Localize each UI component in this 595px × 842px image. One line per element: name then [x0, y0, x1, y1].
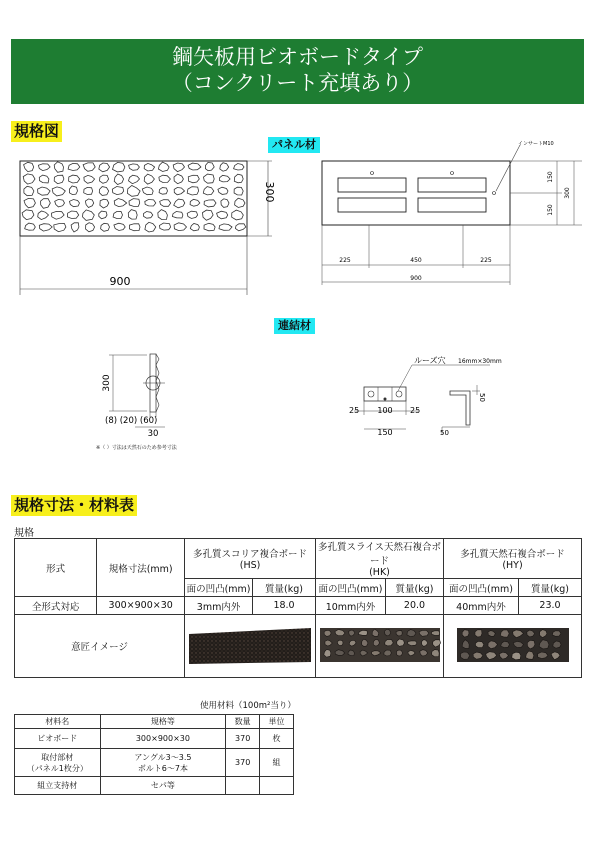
stone: [159, 188, 167, 195]
header-group-hy: 多孔質天然石複合ボード (HY): [443, 539, 581, 579]
stone: [114, 174, 123, 185]
connector-thickness-dims: (8) (20) (60): [105, 416, 158, 426]
stone-pattern: [22, 162, 246, 232]
image-row-label: 意匠イメージ: [15, 615, 185, 678]
stone-panel-drawing: [10, 150, 310, 300]
stone: [204, 200, 216, 207]
stone: [160, 223, 171, 230]
mat-row3-name: 組立支持材: [15, 777, 101, 795]
stone: [144, 212, 153, 219]
dim-25-right: 25: [410, 406, 421, 415]
stone: [234, 187, 243, 195]
stone: [204, 174, 215, 183]
stone: [127, 186, 140, 197]
stone: [145, 200, 156, 207]
stone: [86, 223, 95, 232]
stone: [54, 175, 64, 184]
mass-hk: 20.0: [386, 597, 444, 615]
stone: [188, 175, 199, 183]
mat-header-spec: 規格等: [100, 715, 226, 729]
panel-width-label: 900: [109, 275, 131, 288]
stone: [158, 162, 169, 171]
stone: [553, 630, 562, 636]
stone: [69, 186, 77, 195]
image-cell-hy: [443, 615, 581, 678]
stone: [475, 629, 482, 636]
stone: [24, 198, 35, 207]
stone: [38, 211, 49, 220]
mat-header-qty: 数量: [226, 715, 260, 729]
stone: [407, 640, 416, 645]
sub-relief-hy: 面の凹凸(mm): [443, 579, 518, 597]
header-size: 規格寸法(mm): [97, 539, 185, 597]
stone: [112, 187, 123, 195]
stone: [41, 199, 51, 209]
mat-row1-unit: 枚: [260, 729, 294, 749]
connector-note: ※（ ）寸法は天然石のため参考寸法: [96, 445, 177, 451]
stone: [25, 223, 36, 230]
title-banner: [11, 39, 584, 104]
stone: [113, 162, 125, 172]
mat-row1-qty: 370: [226, 729, 260, 749]
stone: [144, 174, 154, 184]
stone: [203, 187, 214, 195]
row-label: 全形式対応: [15, 597, 97, 615]
stone: [54, 223, 66, 231]
header-form: 形式: [15, 539, 97, 597]
stone: [219, 175, 230, 182]
stone: [174, 199, 185, 208]
hk-sliced-stone-board-image: [318, 624, 442, 666]
sub-relief-hs: 面の凹凸(mm): [185, 579, 253, 597]
stone: [463, 629, 470, 636]
stone: [83, 210, 95, 221]
stone: [54, 162, 63, 173]
panel-tech-drawing: [312, 140, 595, 290]
mass-hy: 23.0: [518, 597, 581, 615]
image-cell-hk: [316, 615, 444, 678]
stone: [232, 210, 244, 220]
stone: [187, 211, 197, 218]
stone: [129, 224, 140, 231]
stone: [160, 200, 171, 207]
dim-50-top: 50: [478, 393, 486, 402]
mat-row3-spec: セパ等: [100, 777, 226, 795]
mat-row1-spec: 300×900×30: [100, 729, 226, 749]
connector-angle-drawing: [340, 355, 530, 440]
header-group-hk: 多孔質スライス天然石複合ボード (HK): [316, 539, 444, 579]
stone: [38, 187, 51, 195]
stone: [129, 175, 140, 184]
stone: [67, 211, 78, 219]
dim-100: 100: [377, 406, 393, 415]
stone: [174, 188, 184, 195]
stone: [396, 639, 404, 646]
stone: [145, 222, 156, 232]
stone: [71, 223, 79, 232]
stone: [99, 187, 108, 196]
spec-table-caption: 規格: [14, 528, 34, 539]
stone: [221, 199, 229, 208]
section-dimensions-materials: 規格寸法・材料表: [11, 495, 137, 516]
dim-h1: 150: [547, 171, 554, 183]
stone: [172, 212, 183, 219]
hole-label: ルーズ穴: [414, 356, 446, 365]
stone: [174, 223, 186, 231]
stone: [129, 164, 140, 170]
stone: [204, 223, 215, 231]
stone: [100, 175, 109, 183]
stone: [22, 210, 34, 220]
stone: [52, 211, 65, 219]
stone: [70, 200, 80, 207]
mat-header-name: 材料名: [15, 715, 101, 729]
row-size: 300×900×30: [97, 597, 185, 615]
stone: [142, 187, 153, 195]
mat-header-unit: 単位: [260, 715, 294, 729]
dim-right: 225: [480, 257, 492, 264]
stone: [101, 223, 110, 231]
stone: [99, 211, 107, 219]
connector-side-height: 300: [102, 374, 112, 392]
connector-label: 連結材: [274, 318, 315, 334]
sub-mass-hk: 質量(kg): [386, 579, 444, 597]
stone: [431, 630, 439, 635]
sub-relief-hk: 面の凹凸(mm): [316, 579, 386, 597]
hole-size: 16mm×30mm: [458, 358, 502, 365]
stone: [23, 174, 35, 184]
stone: [383, 650, 391, 656]
dim-total: 900: [410, 275, 422, 282]
mat-row1-name: ビオボード: [15, 729, 101, 749]
dim-mid: 450: [410, 257, 422, 264]
relief-hk: 10mm内外: [316, 597, 386, 615]
dim-150: 150: [377, 428, 393, 437]
stone: [190, 224, 199, 231]
stone: [113, 211, 122, 218]
materials-caption: 使用材料（100m²当り）: [200, 701, 296, 711]
panel-height-label: 300: [263, 181, 276, 203]
mat-row2-qty: 370: [226, 749, 260, 777]
insert-label: インサートM10: [518, 141, 554, 147]
stone: [68, 163, 80, 170]
stone: [83, 163, 95, 171]
sub-mass-hy: 質量(kg): [518, 579, 581, 597]
mat-row2-name: 取付部材 （パネル1枚分）: [15, 749, 101, 777]
stone: [84, 175, 95, 183]
stone: [128, 210, 137, 220]
dim-h-total: 300: [564, 187, 571, 199]
image-cell-hs: [185, 615, 316, 678]
stone: [99, 163, 110, 172]
hy-natural-stone-board-image: [445, 624, 579, 666]
dim-left: 225: [339, 257, 351, 264]
stone: [234, 164, 244, 171]
stone: [431, 649, 439, 656]
relief-hs: 3mm内外: [185, 597, 253, 615]
stone: [205, 163, 214, 171]
stone: [24, 162, 34, 171]
header-group-hs: 多孔質スコリア複合ボード (HS): [185, 539, 316, 579]
stone: [396, 630, 402, 635]
mat-row2-unit: 組: [260, 749, 294, 777]
stone: [158, 210, 168, 220]
stone: [235, 224, 245, 231]
panel-label: パネル材: [268, 137, 320, 153]
dim-h2: 150: [547, 204, 554, 216]
stone: [219, 224, 232, 230]
stone: [24, 186, 34, 195]
title-line1: 鋼矢板用ビオボードタイプ: [172, 45, 423, 69]
stone: [55, 199, 65, 207]
stone: [114, 223, 125, 230]
stone: [203, 210, 214, 220]
stone: [174, 174, 183, 184]
stone: [39, 175, 49, 183]
relief-hy: 40mm内外: [443, 597, 518, 615]
connector-side-drawing: [95, 345, 235, 445]
sub-mass-hs: 質量(kg): [253, 579, 316, 597]
mat-row3-qty: [226, 777, 260, 795]
stone: [217, 211, 228, 219]
mat-row3-unit: [260, 777, 294, 795]
materials-table: [14, 714, 294, 795]
stone: [39, 224, 52, 231]
section-spec-drawing: 規格図: [11, 121, 62, 142]
mass-hs: 18.0: [253, 597, 316, 615]
stone: [173, 163, 184, 172]
title-line2: （コンクリート充填あり）: [171, 71, 424, 95]
stone: [129, 199, 140, 207]
stone: [85, 199, 93, 208]
stone: [144, 163, 154, 171]
spec-table: [14, 538, 582, 678]
mat-row2-spec: アングル3～3.5 ボルト6～7本: [100, 749, 226, 777]
stone: [187, 187, 198, 195]
stone: [84, 187, 93, 194]
connector-thickness-total: 30: [147, 429, 159, 439]
stone: [100, 199, 109, 208]
dim-25-left: 25: [349, 406, 360, 415]
stone: [38, 164, 50, 171]
stone: [159, 175, 171, 182]
stone: [234, 174, 243, 183]
stone: [220, 163, 229, 172]
stone: [69, 175, 80, 183]
stone: [512, 652, 521, 660]
stone: [396, 650, 402, 656]
stone: [235, 198, 245, 207]
stone: [218, 187, 228, 194]
stone: [324, 630, 331, 636]
stone: [188, 163, 201, 170]
stone: [190, 199, 200, 206]
stone: [461, 652, 470, 659]
dim-50-bottom: 50: [440, 429, 449, 437]
stone: [114, 199, 127, 207]
stone: [52, 187, 65, 196]
hs-scoria-board-image: [187, 624, 313, 666]
stone: [476, 641, 484, 647]
